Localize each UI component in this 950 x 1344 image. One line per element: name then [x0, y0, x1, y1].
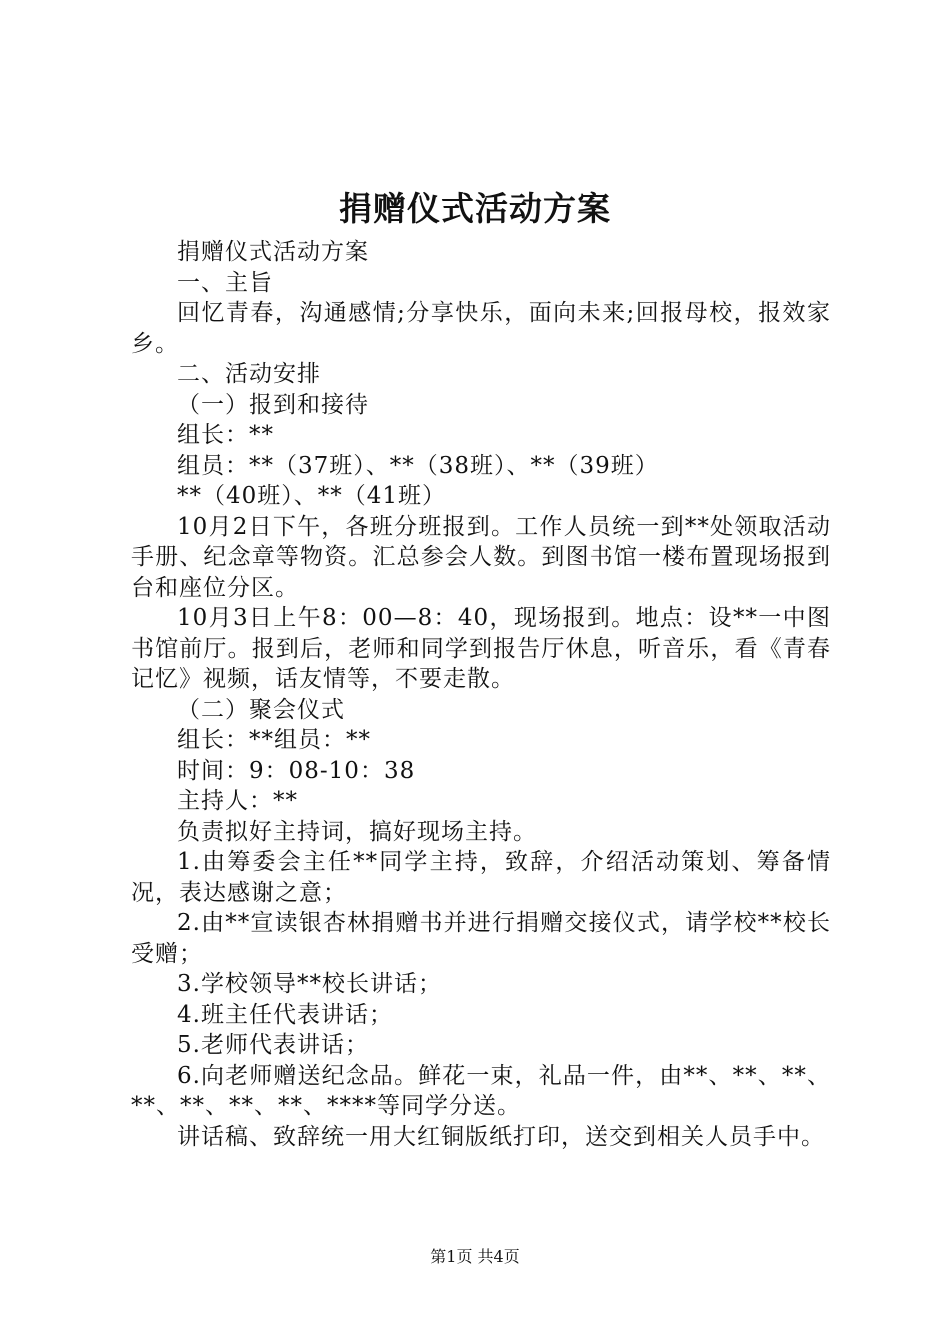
- paragraph-item-6: 6.向老师赠送纪念品。鲜花一束，礼品一件，由**、**、**、**、**、**、**、****等同学分送。: [131, 1062, 831, 1119]
- document-body: [131, 237, 831, 1152]
- paragraph-item-3: 3.学校领导**校长讲话；: [177, 971, 442, 997]
- paragraph-section-purpose: 一、主旨: [177, 269, 273, 296]
- paragraph-item-4: 4.班主任代表讲话；: [177, 1001, 393, 1028]
- paragraph-subsection-registration: （一）报到和接待: [177, 391, 369, 418]
- paragraph-oct2: 10月2日下午，各班分班报到。工作人员统一到**处领取活动手册、纪念章等物资。汇总参会人数。到图书馆一楼布置现场报到台和座位分区。: [131, 513, 831, 601]
- paragraph-item-1: 1.由筹委会主任**同学主持，致辞，介绍活动策划、筹备情况，表达感谢之意；: [131, 849, 831, 906]
- paragraph-host-duty: 负责拟好主持词，搞好现场主持。: [177, 818, 537, 845]
- paragraph-oct3: 10月3日上午8：00—8：40，现场报到。地点：设**一中图书馆前厅。报到后，老师和同学到报告厅休息，听音乐，看《青春记忆》视频，话友情等，不要走散。: [131, 605, 831, 692]
- paragraph-item-5: 5.老师代表讲话；: [177, 1032, 369, 1058]
- document-title: 捐赠仪式活动方案: [339, 189, 611, 228]
- paragraph-subsection-ceremony: （二）聚会仪式: [177, 696, 345, 723]
- paragraph-purpose-text: 回忆青春，沟通感情;分享快乐，面向未来;回报母校，报效家乡。: [131, 300, 831, 357]
- paragraph-host: 主持人：**: [177, 788, 298, 814]
- paragraph-group-members: 组员：**（37班）、**（38班）、**（39班）: [177, 452, 659, 479]
- paragraph-subtitle: 捐赠仪式活动方案: [177, 239, 369, 265]
- paragraph-printing-note: 讲话稿、致辞统一用大红铜版纸打印，送交到相关人员手中。: [177, 1123, 825, 1150]
- page-footer: 第1页 共4页: [430, 1247, 520, 1266]
- paragraph-group-members-cont: **（40班）、**（41班）: [177, 483, 447, 509]
- paragraph-ceremony-time: 时间：9：08-10：38: [177, 757, 416, 784]
- paragraph-group-leader: 组长：**: [177, 422, 274, 448]
- paragraph-section-arrangement: 二、活动安排: [177, 361, 321, 387]
- paragraph-item-2: 2.由**宣读银杏林捐赠书并进行捐赠交接仪式，请学校**校长受赠；: [131, 910, 831, 967]
- paragraph-ceremony-leader: 组长：**组员：**: [177, 727, 371, 753]
